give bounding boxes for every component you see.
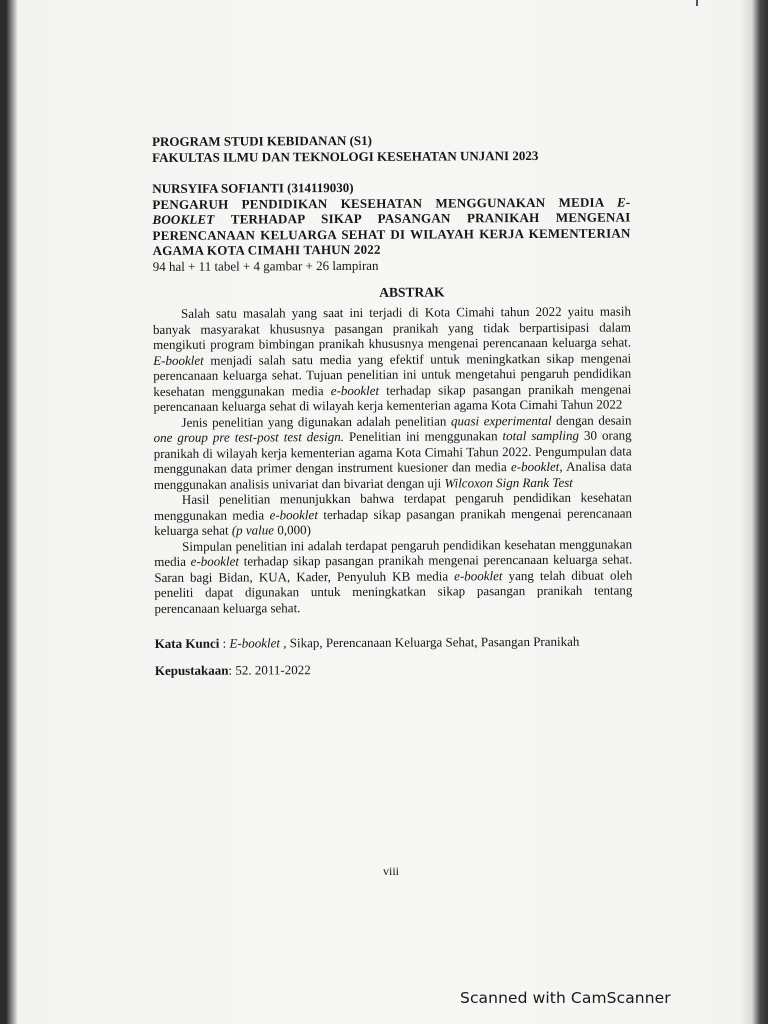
camscanner-watermark: Scanned with CamScanner [460, 989, 671, 1007]
text-run: terhadap sikap pasangan pranikah mengenai perencanaan keluarga sehat [154, 504, 633, 538]
text-run: Jenis penelitian yang digunakan adalah penelitian [181, 412, 451, 430]
title-part-1: PENGARUH PENDIDIKAN KESEHATAN MENGGUNAKAN MEDIA [152, 194, 617, 212]
scan-edge-mark [696, 0, 698, 6]
references-label: Kepustakaan [154, 662, 229, 678]
abstract-heading: ABSTRAK [379, 284, 445, 300]
italic-run: quasi experimental [450, 412, 552, 428]
italic-run: e-booklet [454, 567, 503, 583]
keywords-line [155, 633, 633, 651]
text-run: terhadap sikap pasangan pranikah mengenai perencanaan keluarga sehat. Saran bagi Bidan, KUA, Kader, Penyuluh KB media [154, 551, 633, 585]
title-part-2: TERHADAP SIKAP PASANGAN PRANIKAH MENGENAI PERENCANAAN KELUARGA SEHAT DI WILAYAH KERJA KEMENTERIAN AGAMA KOTA CIMAHI TAHUN 2022 [152, 209, 631, 258]
italic-run: e-booklet [190, 553, 240, 569]
abstract-paragraph-1 [153, 303, 632, 414]
text-run: Penelitian ini menggunakan [343, 428, 503, 444]
abstract-page-content [152, 131, 633, 677]
italic-run: e-booklet [269, 506, 318, 522]
text-run: terhadap sikap pasangan pranikah mengenai perencanaan keluarga sehat di wilayah kerja kementerian agama Kota Cimahi Tahun 2022 [153, 380, 632, 414]
italic-run: Wilcoxon Sign Rank Test [444, 474, 573, 490]
text-run: yang telah dibuat oleh peneliti dapat digunakan untuk meningkatkan sikap pasangan pranikah tentang perencanaan keluarga sehat. [154, 566, 633, 616]
keywords-list: , Sikap, Perencanaan Keluarga Sehat, Pasangan Pranikah [279, 633, 580, 651]
faculty-name: FAKULTAS ILMU DAN TEKNOLOGI KESEHATAN UNJANI 2023 [152, 147, 539, 165]
keywords-separator: : [219, 635, 230, 651]
text-run: dengan desain [551, 411, 632, 428]
abstract-body [153, 303, 633, 615]
author-name: NURSYIFA SOFIANTI (314119030) [152, 179, 354, 196]
text-run: menjadi salah satu media yang efektif untuk meningkatkan sikap mengenai perencanaan keluarga sehat. Tujuan penelitian ini untuk mengetahui pengaruh pendidikan kesehatan menggunakan media [153, 349, 632, 399]
text-run: 0,000) [274, 522, 311, 538]
italic-run: one group pre test-post test design. [153, 428, 345, 445]
study-program: PROGRAM STUDI KEBIDANAN (S1) [152, 132, 373, 149]
abstract-paragraph-4 [154, 536, 632, 616]
italic-run: total sampling [502, 427, 580, 444]
text-run: Simpulan penelitian ini adalah terdapat pengaruh pendidikan kesehatan menggunakan media [154, 535, 633, 569]
references-value: : 52. 2011-2022 [228, 661, 311, 678]
italic-run: e-booklet [330, 382, 380, 398]
page-number: viii [382, 864, 399, 878]
italic-run: (p value [231, 522, 275, 538]
text-run: Hasil penelitian menunjukkan bahwa terdapat pengaruh pendidikan kesehatan menggunakan media [153, 489, 632, 523]
title-italic: E-BOOKLET [152, 193, 631, 227]
keywords-label: Kata Kunci [154, 635, 220, 651]
thesis-title [152, 194, 630, 259]
references-line [155, 660, 633, 678]
abstract-paragraph-2 [153, 412, 631, 492]
italic-run: e-booklet [510, 458, 560, 475]
text-run: , Analisa data menggunakan analisis univariat dan bivariat dengan uji [153, 458, 632, 492]
italic-run: E-booklet [153, 352, 204, 368]
text-run: 30 orang pranikah di wilayah kerja kementerian agama Kota Cimahi Tahun 2022. Pengumpulan data menggunakan data primer dengan instrument kuesioner dan media [153, 427, 632, 476]
page-count-info: 94 hal + 11 tabel + 4 gambar + 26 lampiran [152, 257, 379, 274]
text-run: Salah satu masalah yang saat ini terjadi di Kota Cimahi tahun 2022 yaitu masih banyak masyarakat khususnya pasangan pranikah yang tidak berpartisipasi dalam mengikuti program bimbingan pranikah khususnya mengenai perencanaan keluarga sehat. [152, 303, 632, 352]
keyword-italic: E-booklet [229, 635, 281, 651]
abstract-paragraph-3 [154, 489, 632, 538]
